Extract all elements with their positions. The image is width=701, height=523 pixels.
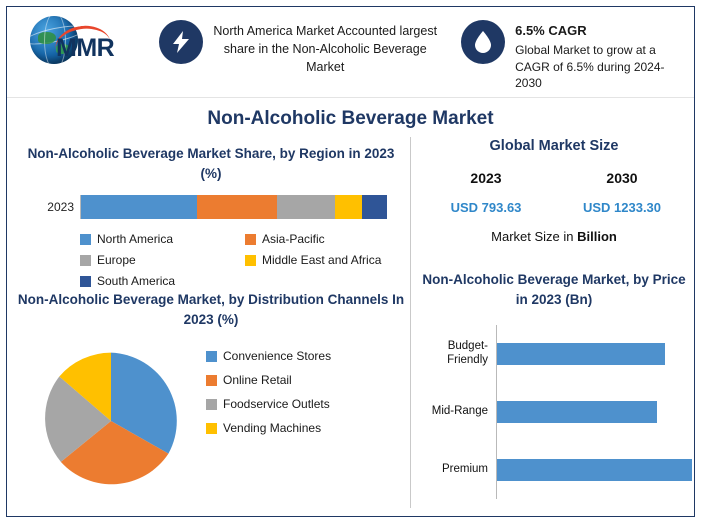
global-market-size — [418, 138, 690, 244]
region-share-segment-europe — [277, 195, 335, 219]
market-size-year: 2030 — [606, 170, 638, 186]
region-share-chart — [16, 144, 406, 295]
legend-item — [245, 232, 410, 246]
legend-item — [206, 397, 396, 412]
header-highlight-text: North America Market Accounted largest share in the Non-Alcoholic Beverage Market — [213, 24, 438, 75]
header-highlight-cagr — [461, 8, 691, 92]
logo-text: MMR — [56, 34, 115, 62]
distribution-channels-title: Non-Alcoholic Beverage Market, by Distribution Channels In 2023 (%) — [17, 292, 405, 327]
price-bar-budget-friendly — [497, 343, 665, 365]
mmr-logo — [16, 14, 145, 74]
legend-swatch-asia-pacific — [245, 234, 256, 245]
price-category-label: Mid-Range — [431, 405, 488, 418]
page-title: Non-Alcoholic Beverage Market — [207, 108, 494, 129]
legend-label: Vending Machines — [223, 421, 322, 436]
region-share-category-label: 2023 — [47, 200, 74, 215]
price-row-budget-friendly — [416, 325, 692, 383]
pie-chart-svg — [35, 345, 187, 497]
legend-item — [80, 232, 245, 246]
legend-item — [206, 349, 396, 364]
price-track — [496, 325, 692, 383]
legend-label: South America — [97, 274, 176, 289]
distribution-channels-chart — [16, 290, 406, 497]
region-share-bar — [80, 195, 387, 219]
market-size-note-prefix: Market Size in — [491, 229, 578, 244]
market-size-note — [418, 229, 690, 244]
region-share-segment-south-america — [362, 195, 386, 219]
legend-label: Foodservice Outlets — [223, 397, 330, 412]
price-bar-mid-range — [497, 401, 657, 423]
price-track — [496, 383, 692, 441]
lightning-bolt-icon — [159, 20, 203, 64]
header-cagr-text: Global Market to grow at a CAGR of 6.5% during 2024-2030 — [515, 42, 665, 91]
legend-item — [80, 274, 245, 288]
legend-swatch-europe — [80, 255, 91, 266]
market-size-col-2023 — [418, 170, 554, 215]
price-chart — [416, 270, 692, 515]
distribution-channels-plot — [16, 339, 406, 497]
global-market-size-values — [418, 170, 690, 215]
region-share-segment-north-america — [81, 195, 197, 219]
legend-swatch-vending-machines — [206, 423, 217, 434]
region-share-segment-asia-pacific — [197, 195, 277, 219]
header — [10, 8, 691, 92]
water-drop-icon — [461, 20, 505, 64]
header-cagr-value: 6.5% CAGR — [515, 23, 587, 38]
distribution-channels-legend — [206, 339, 396, 445]
legend-swatch-convenience-stores — [206, 351, 217, 362]
legend-swatch-mea — [245, 255, 256, 266]
header-divider — [7, 97, 694, 98]
region-share-segment-mea — [335, 195, 363, 219]
legend-label: Online Retail — [223, 373, 292, 388]
legend-label: Middle East and Africa — [262, 253, 382, 268]
legend-swatch-foodservice-outlets — [206, 399, 217, 410]
market-size-note-unit: Billion — [577, 229, 617, 244]
region-share-plot — [16, 195, 406, 219]
legend-item — [206, 373, 396, 388]
region-share-title: Non-Alcoholic Beverage Market Share, by Region in 2023 (%) — [27, 146, 395, 181]
legend-swatch-online-retail — [206, 375, 217, 386]
price-row-mid-range — [416, 383, 692, 441]
price-row-premium — [416, 441, 692, 499]
globe-landmass-icon — [38, 32, 56, 44]
legend-label: North America — [97, 232, 174, 247]
price-chart-title: Non-Alcoholic Beverage Market, by Price in 2023 (Bn) — [422, 272, 686, 307]
price-chart-plot — [416, 325, 692, 515]
price-category-label: Premium — [441, 463, 488, 476]
market-size-value: USD 1233.30 — [582, 200, 662, 215]
market-size-value: USD 793.63 — [450, 200, 522, 215]
legend-item — [80, 253, 245, 267]
legend-swatch-south-america — [80, 276, 91, 287]
price-track — [496, 441, 692, 499]
market-size-year: 2023 — [470, 170, 502, 186]
price-category-label: Budget-Friendly — [447, 340, 488, 367]
market-size-col-2030 — [554, 170, 690, 215]
legend-label: Europe — [97, 253, 136, 268]
global-market-size-title: Global Market Size — [489, 138, 619, 154]
region-share-legend — [16, 232, 410, 295]
legend-label: Asia-Pacific — [262, 232, 325, 247]
legend-label: Convenience Stores — [223, 349, 332, 364]
pie-wrap — [16, 339, 206, 497]
header-cagr-block — [515, 22, 691, 92]
legend-swatch-north-america — [80, 234, 91, 245]
legend-item — [245, 253, 410, 267]
header-highlight-north-america — [159, 8, 437, 76]
price-bar-premium — [497, 459, 692, 481]
vertical-divider — [410, 137, 411, 508]
legend-item — [206, 421, 396, 436]
